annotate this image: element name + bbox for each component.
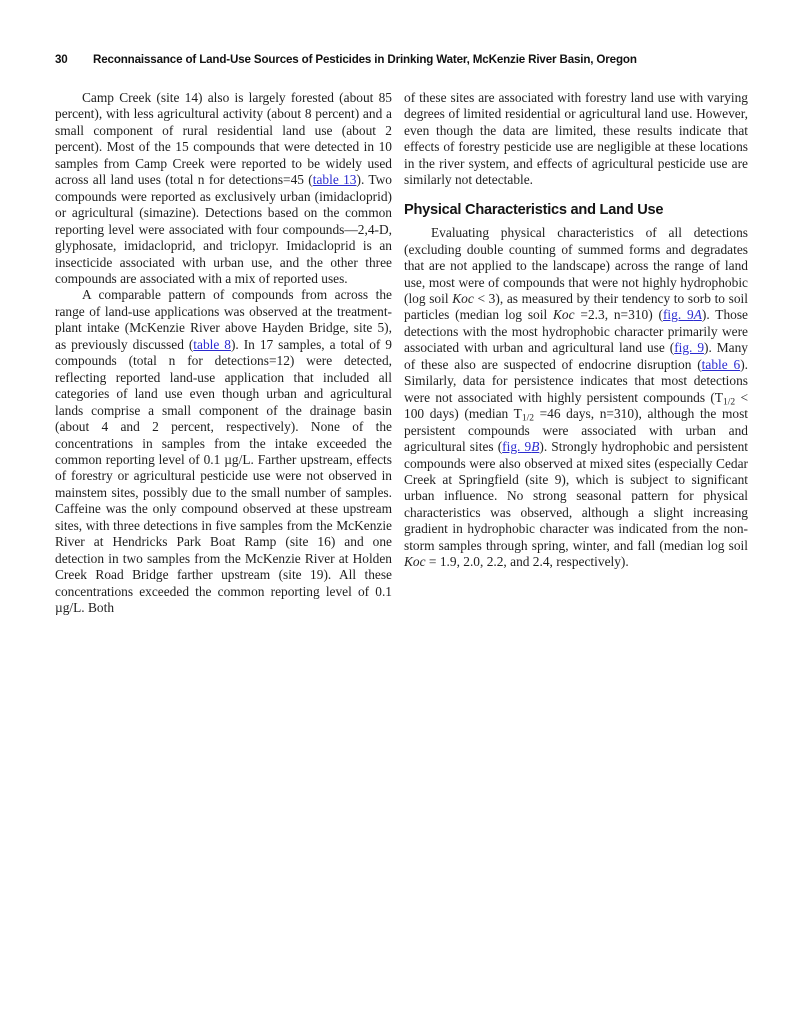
cross-reference-link[interactable]: B	[531, 439, 540, 455]
italic-text: Koc	[404, 554, 426, 570]
cross-reference-link[interactable]: table 13	[312, 172, 357, 188]
subscript-text: 1/2	[723, 397, 736, 408]
left-column	[55, 90, 392, 617]
cross-reference-link[interactable]: table 6	[701, 356, 741, 372]
cross-reference-link[interactable]: table 8	[193, 336, 231, 352]
running-header	[55, 53, 755, 66]
cross-reference-link[interactable]: fig. 9	[662, 307, 694, 323]
italic-text: Koc	[452, 290, 474, 306]
italic-text: Koc	[553, 307, 575, 323]
subscript-text: 1/2	[521, 413, 534, 424]
running-title: Reconnaissance of Land-Use Sources of Pesticides in Drinking Water, McKenzie River Basin, Oregon	[93, 53, 637, 66]
cross-reference-link[interactable]: A	[693, 307, 702, 323]
page-number: 30	[55, 53, 68, 66]
cross-reference-link[interactable]: fig. 9	[502, 439, 532, 455]
two-column-text-block	[55, 90, 748, 617]
paragraph-physical-characteristics: Evaluating physical characteristics of all detections (excluding double counting of summed forms and degradates that are not applied to the landscape) across the range of land use, most were of compounds that were not highly hydrophobic (log soil Koc < 3), as measured by their tendency to sorb to soil particles (median log soil Koc =2.3, n=310) (fig. 9A). Those detections with the most hydrophobic character primarily were associated with urban and agricultural land use (fig. 9). Many of these also are suspected of endocrine disruption (table 6). Similarly, data for persistence indicates that most detections were not associated with highly persistent compounds ($T_{1/2} < 100$ days) (median $T_{1/2} =46$ days, n=310), although the most persistent compounds were associated with urban and agricultural sites (fig. 9B). Strongly hydrophobic and persistent compounds were also observed at mixed sites (especially Cedar Creek at Springfield (site 9), which is subject to significant urban influence. No strong seasonal pattern for physical characteristics was observed, although a slight increasing gradient in hydrophobic character was indicated from the non-storm samples through spring, winter, and fall (median log soil Koc = 1.9, 2.0, 2.2, and 2.4, respectively).	[404, 225, 749, 570]
right-column	[404, 90, 748, 617]
paragraph-comparable-pattern: A comparable pattern of compounds from across the range of land-use applications was observed at the treatment-plant intake (McKenzie River above Hayden Bridge, site 5), as previously discussed (table 8). In 17 samples, a total of 9 compounds (total n for detections=12) were detected, reflecting reported land-use application that included all categories of land use even though urban and agricultural lands comprise a small component of the drainage basin (about 4 and 2 percent, respectively). None of the concentrations in samples from the intake exceeded the common reporting level of 0.1 µg/L. Farther upstream, effects of forestry or agricultural pesticide use were not observed in mainstem sites, possibly due to the small number of samples. Caffeine was the only compound observed at these upstream sites, with three detections in five samples from the McKenzie River at Hendricks Park Boat Ramp (site 16) and one detection in two samples from the McKenzie River at Holden Creek Road Bridge farther upstream (site 19). All these concentrations exceeded the common reporting level of 0.1 µg/L. Both	[55, 287, 392, 616]
paragraph-camp-creek: Camp Creek (site 14) also is largely forested (about 85 percent), with less agricultural activity (about 8 percent) and a small component of rural residential land use (about 2 percent). Most of the 15 compounds that were detected in 10 samples from Camp Creek were reported to be widely used across all land uses (total n for detections=45 (table 13). Two compounds were reported as exclusively urban (imidacloprid) or agricultural (simazine). Detections based on the common reporting level were associated with four compounds—2,4-D, glyphosate, imidacloprid, and triclopyr. Imidacloprid is an insecticide associated with urban use, and the other three compounds are associated with a mix of reported uses.	[55, 90, 392, 286]
section-heading: Physical Characteristics and Land Use	[404, 201, 664, 218]
cross-reference-link[interactable]: fig. 9	[674, 340, 705, 356]
paragraph-forestry-continuation: of these sites are associated with forestry land use with varying degrees of limited residential or agricultural land use. However, even though the data are limited, these results indicate that effects of forestry pesticide use are negligible at these locations in the river system, and effects of agricultural pesticide use are similarly not detectable.	[404, 90, 748, 188]
